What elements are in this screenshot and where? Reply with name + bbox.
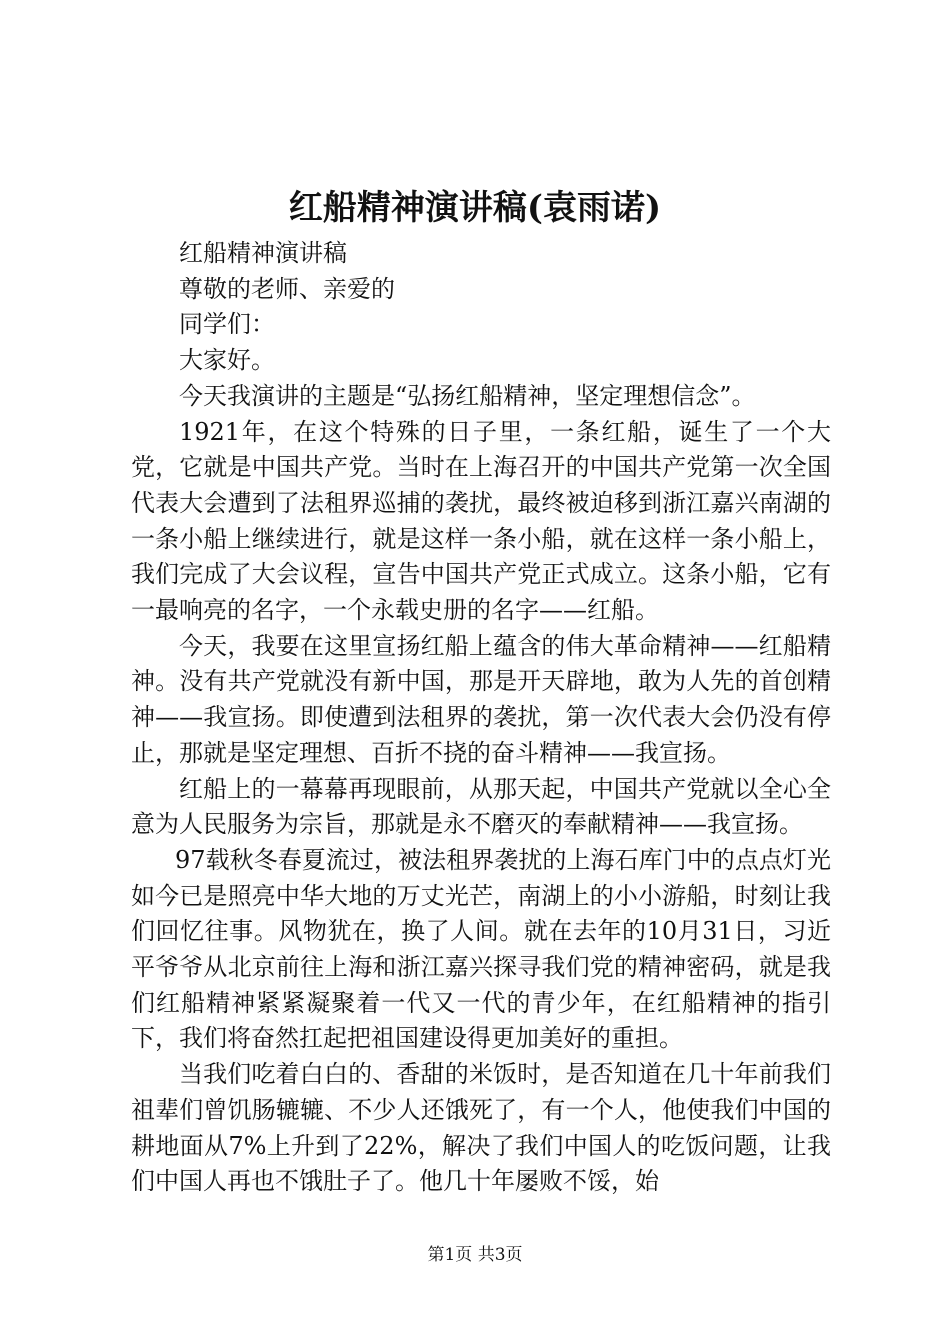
- document-body: [131, 236, 831, 1200]
- paragraph-1921: 1921年，在这个特殊的日子里，一条红船，诞生了一个大党，它就是中国共产党。当时在上海召开的中国共产党第一次全国代表大会遭到了法租界巡捕的袭扰，最终被迫移到浙江嘉兴南湖的一条小船上继续进行，就是这样一条小船，就在这样一条小船上，我们完成了大会议程，宣告中国共产党正式成立。这条小船，它有一最响亮的名字，一个永载史册的名字——红船。: [131, 417, 831, 625]
- paragraph-rice: 当我们吃着白白的、香甜的米饭时，是否知道在几十年前我们祖辈们曾饥肠辘辘、不少人还饿死了，有一个人，他使我们中国的耕地面从7%上升到了22%，解决了我们中国人的吃饭问题，让我们中国人再也不饿肚子了。他几十年屡败不馁，始: [131, 1060, 831, 1196]
- heading-line-salutation: 尊敬的老师、亲爱的: [179, 274, 395, 303]
- paragraph-97-years: 97载秋冬春夏流过，被法租界袭扰的上海石库门中的点点灯光如今已是照亮中华大地的万丈光芒，南湖上的小小游船，时刻让我们回忆往事。风物犹在，换了人间。就在去年的10月31日，习近平爷爷从北京前往上海和浙江嘉兴探寻我们党的精神密码，就是我们红船精神紧紧凝聚着一代又一代的青少年，在红船精神的指引下，我们将奋然扛起把祖国建设得更加美好的重担。: [131, 845, 831, 1053]
- page-footer: 第1页 共3页: [427, 1245, 523, 1265]
- heading-line-theme: 今天我演讲的主题是“弘扬红船精神，坚定理想信念”。: [179, 381, 756, 410]
- paragraph-scenes: 红船上的一幕幕再现眼前，从那天起，中国共产党就以全心全意为人民服务为宗旨，那就是永不磨灭的奉献精神——我宣扬。: [131, 774, 831, 839]
- heading-line-students: 同学们：: [179, 310, 275, 339]
- document-title: 红船精神演讲稿(袁雨诺): [288, 188, 662, 228]
- heading-line-greeting: 大家好。: [179, 346, 275, 375]
- heading-line-title: 红船精神演讲稿: [179, 239, 347, 267]
- paragraph-spirit: 今天，我要在这里宣扬红船上蕴含的伟大革命精神——红船精神。没有共产党就没有新中国，那是开天辟地，敢为人先的首创精神——我宣扬。即使遭到法租界的袭扰，第一次代表大会仍没有停止，那就是坚定理想、百折不挠的奋斗精神——我宣扬。: [131, 631, 831, 767]
